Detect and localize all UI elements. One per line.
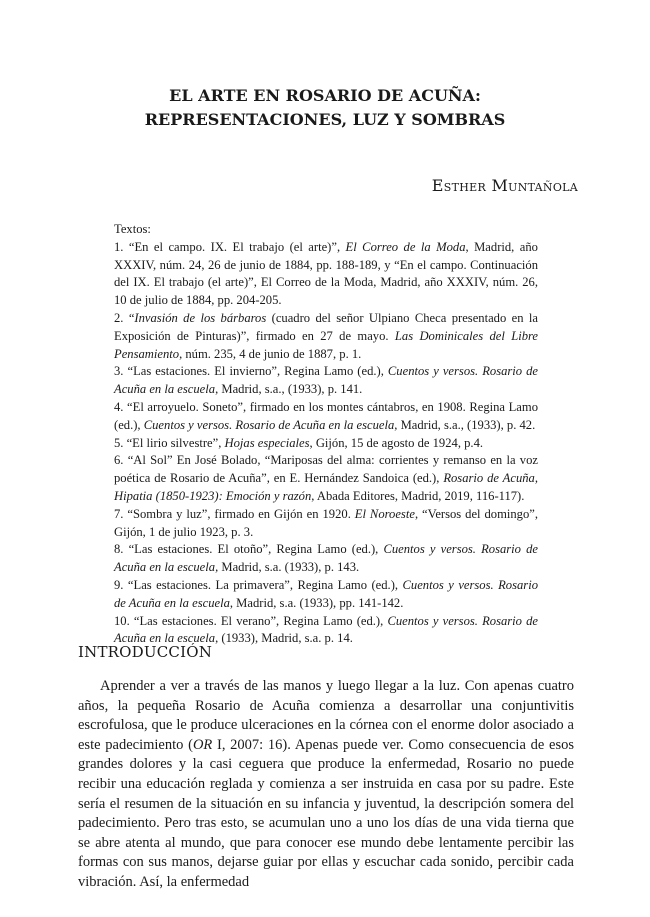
source-entry: 1. “En el campo. IX. El trabajo (el arte)”, El Correo de la Moda, Madrid, año XXXIV, núm. 24, 26 de junio de 1884, pp. 188-189, y “En el campo. Continuación del IX. El trabajo (el arte)”, El Correo de la Moda, Madrid, año XXXIV, núm. 26, 10 de julio de 1884, pp. 204-205. <box>114 239 538 308</box>
author-name: Esther Muntañola <box>431 176 578 195</box>
source-entry: 10. “Las estaciones. El verano”, Regina Lamo (ed.), Cuentos y versos. Rosario de Acuña en la escuela, (1933), Madrid, s.a. p. 14. <box>114 613 539 646</box>
source-entry: 8. “Las estaciones. El otoño”, Regina Lamo (ed.), Cuentos y versos. Rosario de Acuña en la escuela, Madrid, s.a. (1933), p. 143. <box>114 542 538 575</box>
chapter-title: EL ARTE EN ROSARIO DE ACUÑA: REPRESENTACIONES, LUZ Y SOMBRAS <box>144 86 506 129</box>
sources-label: Textos: <box>114 222 151 236</box>
source-entry: 4. “El arroyuelo. Soneto”, firmado en los montes cántabros, en 1908. Regina Lamo (ed.), Cuentos y versos. Rosario de Acuña en la escuela, Madrid, s.a., (1933), p. 42. <box>114 399 538 432</box>
source-entry: 5. “El lirio silvestre”, Hojas especiales, Gijón, 15 de agosto de 1924, p.4. <box>114 435 484 450</box>
source-entry: 9. “Las estaciones. La primavera”, Regina Lamo (ed.), Cuentos y versos. Rosario de Acuña en la escuela, Madrid, s.a. (1933), pp. 141-142. <box>114 577 538 610</box>
sources-items <box>114 239 538 648</box>
section-heading: INTRODUCCIÓN <box>78 643 213 661</box>
source-entry: 2. “Invasión de los bárbaros (cuadro del señor Ulpiano Checa presentado en la Exposición de Pinturas)”, firmado en 27 de mayo. Las Dominicales del Libre Pensamiento, núm. 235, 4 de junio de 1887, p. 1. <box>114 310 539 361</box>
source-entry: 6. “Al Sol” En José Bolado, “Mariposas del alma: corrientes y remanso en la voz poética de Rosario de Acuña”, en E. Hernández Sandoica (ed.), Rosario de Acuña, Hipatia (1850-1923): Emoción y razón, Abada Editores, Madrid, 2019, 116-117). <box>114 453 538 503</box>
source-entry: 3. “Las estaciones. El invierno”, Regina Lamo (ed.), Cuentos y versos. Rosario de Acuña en la escuela, Madrid, s.a., (1933), p. 141. <box>114 364 539 397</box>
source-entry: 7. “Sombra y luz”, firmado en Gijón en 1920. El Noroeste, “Versos del domingo”, Gijón, 1 de julio 1923, p. 3. <box>114 506 538 539</box>
body-paragraph: Aprender a ver a través de las manos y luego llegar a la luz. Con apenas cuatro años, la pequeña Rosario de Acuña comienza a desarrollar una conjuntivitis escrofulosa, que le produce ulceraciones en la córnea con el enorme dolor asociado a este padecimiento (OR I, 2007: 16). Apenas puede ver. Como consecuencia de esos grandes dolores y la casi ceguera que produce la enfermedad, Rosario no puede recibir una educación reglada y comienza a ser instruida en casa por su padre. Este sería el resumen de la situación en su infancia y juventud, la descripción somera del padecimiento. Pero tras esto, se acumulan uno a uno los días de una vida tierna que se abre atenta al mundo, que para conocer ese mundo debe lentamente percibir las formas con sus manos, dejarse guiar por ellas y escuchar cada sonido, percibir cada vibración. Así, la enfermedad <box>78 678 574 890</box>
body-text <box>78 677 574 893</box>
sources-list <box>114 221 538 648</box>
